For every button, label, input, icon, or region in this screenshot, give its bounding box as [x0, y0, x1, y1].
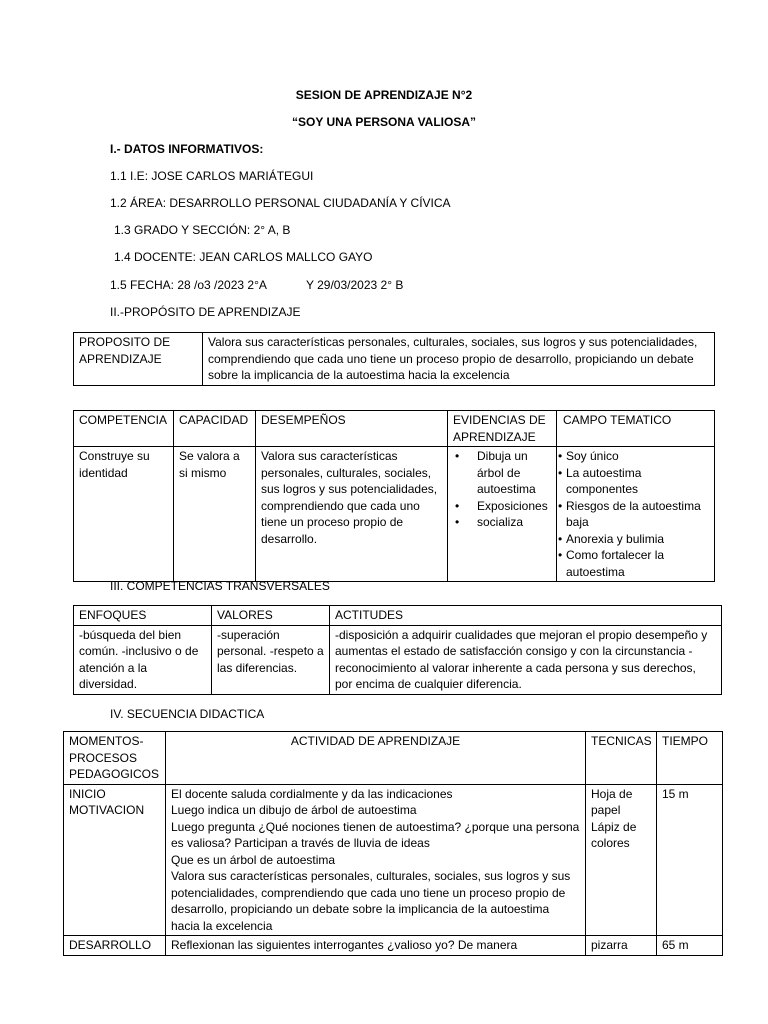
page-subtitle: “SOY UNA PERSONA VALIOSA” — [291, 115, 477, 129]
header-desempenos: DESEMPEÑOS — [256, 411, 448, 447]
header-momentos: MOMENTOS-PROCESOS PEDAGOGICOS — [64, 732, 166, 785]
momento-inicio: INICIO — [69, 786, 106, 801]
datos-grado: 1.3 GRADO Y SECCIÓN: 2° A, B — [114, 223, 291, 237]
header-campo: CAMPO TEMATICO — [557, 411, 715, 447]
campo-item: • La autoestima componentes — [558, 465, 709, 498]
actividad-line: Valora sus características personales, culturales, sociales, sus logros y sus potencialidades, comprendiendo que cada uno tiene un proceso propio de desarrollo, propiciando un debate sobre la implicancia de la autoestima hacia la excelencia — [171, 869, 571, 933]
campo-item: • Como fortalecer la autoestima — [558, 547, 709, 580]
actividad-line: Luego pregunta ¿Qué nociones tienen de autoestima? ¿porque una persona es valiosa? Participan a través de lluvia de ideas — [171, 819, 580, 850]
datos-fecha-b: Y 29/03/2023 2° B — [306, 278, 404, 292]
tecnicas-inicio: Hoja de papel Lápiz de colores — [586, 784, 657, 936]
section-heading-transversales: III. COMPETENCIAS TRANSVERSALES — [110, 579, 330, 593]
datos-area: 1.2 ÁREA: DESARROLLO PERSONAL CIUDADANÍA Y CÍVICA — [110, 196, 451, 210]
campo-cell — [557, 447, 715, 582]
competencia-value: Construye su identidad — [74, 447, 174, 582]
proposito-text: Valora sus características personales, culturales, sociales, sus logros y sus potencialidades, comprendiendo que cada uno tiene un proceso propio de desarrollo, propiciando un debate sobre la implicancia de la autoestima hacia la excelencia — [203, 333, 715, 386]
momento-motivacion: MOTIVACION — [69, 803, 145, 817]
datos-docente: 1.4 DOCENTE: JEAN CARLOS MALLCO GAYO — [114, 250, 373, 264]
momento-desarrollo: DESARROLLO — [64, 936, 166, 956]
enfoques-value: -búsqueda del bien común. -inclusivo o de atención a la diversidad. — [74, 625, 212, 694]
evidencia-item: • socializa — [453, 514, 551, 531]
page-title: SESION DE APRENDIZAJE N°2 — [295, 88, 473, 102]
header-capacidad: CAPACIDAD — [174, 411, 256, 447]
header-actitudes: ACTITUDES — [330, 606, 722, 626]
competencias-table — [73, 410, 715, 582]
secuencia-table — [63, 731, 723, 956]
momento-inicio-cell — [64, 784, 166, 936]
header-valores: VALORES — [212, 606, 330, 626]
datos-ie: 1.1 I.E: JOSE CARLOS MARIÁTEGUI — [110, 169, 314, 183]
actividad-line: Luego indica un dibujo de árbol de autoestima — [171, 803, 417, 817]
proposito-table — [73, 332, 715, 386]
header-tiempo: TIEMPO — [657, 732, 723, 785]
section-heading-datos: I.- DATOS INFORMATIVOS: — [110, 142, 264, 156]
proposito-label: PROPOSITO DE APRENDIZAJE — [74, 333, 203, 386]
transversales-table — [73, 605, 722, 695]
capacidad-value: Se valora a si mismo — [174, 447, 256, 582]
section-heading-proposito: II.-PROPÓSITO DE APRENDIZAJE — [110, 305, 301, 319]
tiempo-desarrollo: 65 m — [657, 936, 723, 956]
valores-value: -superación personal. -respeto a las diferencias. — [212, 625, 330, 694]
desempenos-value: Valora sus características personales, culturales, sociales, sus logros y sus potencialidades, comprendiendo que cada uno tiene un proceso propio de desarrollo. — [256, 447, 448, 582]
header-actividad: ACTIVIDAD DE APRENDIZAJE — [166, 732, 586, 785]
actividad-line: El docente saluda cordialmente y da las indicaciones — [171, 786, 453, 801]
section-heading-secuencia: IV. SECUENCIA DIDACTICA — [110, 707, 265, 721]
tecnicas-desarrollo: pizarra — [586, 936, 657, 956]
header-evidencias: EVIDENCIAS DE APRENDIZAJE — [448, 411, 557, 447]
tiempo-inicio: 15 m — [657, 784, 723, 936]
evidencia-item: • Dibuja un árbol de autoestima — [453, 448, 551, 498]
campo-item: • Anorexia y bulimia — [558, 531, 709, 548]
evidencias-cell — [448, 447, 557, 582]
actividad-inicio-cell — [166, 784, 586, 936]
actividad-desarrollo: Reflexionan las siguientes interrogantes ¿valioso yo? De manera — [166, 936, 586, 956]
actitudes-value: -disposición a adquirir cualidades que mejoran el propio desempeño y aumentas el estado de satisfacción consigo y con la circunstancia -reconocimiento al valorar inherente a cada persona y sus derechos, por encima de cualquier diferencia. — [330, 625, 722, 694]
header-tecnicas: TECNICAS — [586, 732, 657, 785]
actividad-subheading: Que es un árbol de autoestima — [171, 852, 336, 867]
header-enfoques: ENFOQUES — [74, 606, 212, 626]
header-competencia: COMPETENCIA — [74, 411, 174, 447]
evidencia-item: • Exposiciones — [453, 498, 551, 515]
campo-item: • Soy único — [558, 448, 709, 465]
datos-fecha-a: 1.5 FECHA: 28 /o3 /2023 2°A — [110, 278, 267, 292]
campo-item: • Riesgos de la autoestima baja — [558, 498, 709, 531]
